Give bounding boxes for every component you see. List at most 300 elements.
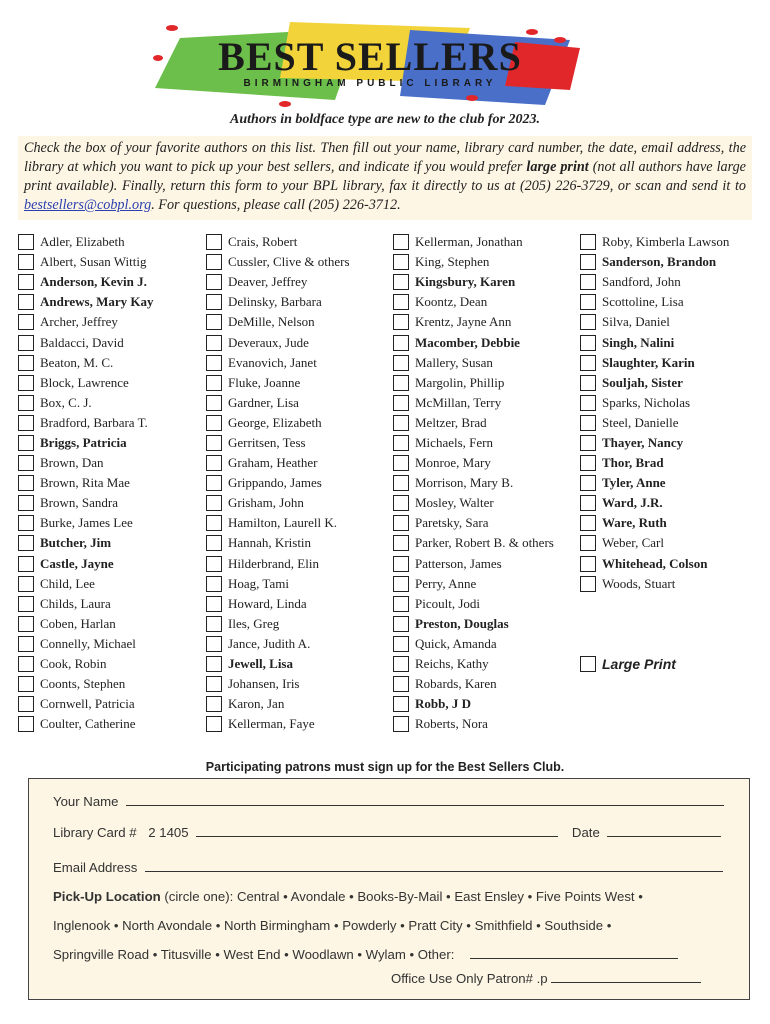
author-name: Patterson, James [415, 555, 502, 571]
author-row[interactable] [393, 353, 554, 373]
author-checkbox[interactable] [580, 395, 596, 411]
author-name: Anderson, Kevin J. [40, 274, 147, 290]
author-row[interactable] [206, 513, 350, 533]
author-row[interactable] [206, 353, 350, 373]
large-print-label: Large Print [602, 656, 676, 672]
author-row[interactable] [18, 453, 154, 473]
author-name: Sparks, Nicholas [602, 394, 691, 410]
author-checkbox[interactable] [18, 234, 34, 250]
author-name: McMillan, Terry [415, 394, 502, 410]
author-row[interactable] [18, 634, 154, 654]
author-name: Paretsky, Sara [415, 515, 489, 531]
author-name: Quick, Amanda [415, 635, 497, 651]
author-name: Crais, Robert [228, 234, 298, 250]
author-row[interactable] [206, 694, 350, 714]
author-row[interactable] [393, 513, 554, 533]
author-row[interactable] [206, 413, 350, 433]
author-row[interactable] [580, 232, 729, 252]
author-row[interactable] [393, 614, 554, 634]
author-checkbox[interactable] [18, 515, 34, 531]
author-row[interactable] [393, 634, 554, 654]
author-row[interactable] [580, 513, 729, 533]
author-row[interactable] [206, 232, 350, 252]
author-name: Sanderson, Brandon [602, 254, 717, 270]
author-checkbox[interactable] [206, 335, 222, 351]
office-use-row: Office Use Only Patron# .p [391, 970, 701, 986]
author-row[interactable] [18, 594, 154, 614]
pickup-locations-2[interactable]: Inglenook • North Avondale • North Birmingham • Powderly • Pratt City • Smithfield • Southside • [53, 918, 612, 933]
email-row: Email Address [53, 859, 723, 875]
author-name: Koontz, Dean [415, 294, 488, 310]
pickup-locations-3[interactable]: Springville Road • Titusville • West End • Woodlawn • Wylam • Other: [53, 947, 455, 962]
new-authors-note: Authors in boldface type are new to the club for 2023. [230, 112, 540, 127]
author-row[interactable] [393, 654, 554, 674]
author-checkbox[interactable] [393, 696, 409, 712]
author-checkbox[interactable] [206, 274, 222, 290]
card-row: Library Card # 2 1405 Date [53, 824, 721, 840]
author-row[interactable] [580, 373, 729, 393]
author-name: Kellerman, Faye [228, 716, 315, 732]
author-row[interactable] [18, 694, 154, 714]
other-location-field[interactable] [470, 946, 678, 959]
author-checkbox[interactable] [206, 314, 222, 330]
author-name: Ware, Ruth [602, 515, 667, 531]
author-name: Coonts, Stephen [40, 676, 126, 692]
author-name: Burke, James Lee [40, 515, 133, 531]
author-row[interactable] [18, 614, 154, 634]
author-checkbox[interactable] [393, 375, 409, 391]
author-checkbox[interactable] [18, 576, 34, 592]
author-row[interactable] [393, 332, 554, 352]
name-row: Your Name [53, 793, 724, 809]
author-checkbox[interactable] [393, 596, 409, 612]
author-row[interactable] [206, 674, 350, 694]
author-row[interactable] [18, 373, 154, 393]
author-checkbox[interactable] [580, 576, 596, 592]
author-row[interactable] [206, 373, 350, 393]
email-link[interactable]: bestsellers@cobpl.org [24, 197, 152, 213]
author-name: Michaels, Fern [415, 434, 493, 450]
author-row[interactable] [393, 272, 554, 292]
author-checkbox[interactable] [18, 656, 34, 672]
author-name: Kellerman, Jonathan [415, 234, 523, 250]
author-checkbox[interactable] [18, 676, 34, 692]
author-name: Jewell, Lisa [228, 656, 293, 672]
author-row[interactable] [18, 473, 154, 493]
author-name: Slaughter, Karin [602, 354, 695, 370]
author-checkbox[interactable] [18, 355, 34, 371]
author-row[interactable] [206, 654, 350, 674]
author-row[interactable] [18, 272, 154, 292]
author-name: Monroe, Mary [415, 455, 491, 471]
author-checkbox[interactable] [580, 234, 596, 250]
author-checkbox[interactable] [18, 375, 34, 391]
author-name: Kingsbury, Karen [415, 274, 516, 290]
author-name: Fluke, Joanne [228, 374, 301, 390]
author-checkbox[interactable] [393, 535, 409, 551]
author-checkbox[interactable] [580, 274, 596, 290]
author-checkbox[interactable] [206, 294, 222, 310]
author-checkbox[interactable] [580, 355, 596, 371]
author-name: Childs, Laura [40, 595, 111, 611]
author-name: Morrison, Mary B. [415, 475, 514, 491]
author-name: Parker, Robert B. & others [415, 535, 554, 551]
author-row[interactable] [580, 493, 729, 513]
author-checkbox[interactable] [206, 576, 222, 592]
author-row[interactable] [580, 353, 729, 373]
author-checkbox[interactable] [393, 355, 409, 371]
author-row[interactable] [393, 674, 554, 694]
best-sellers-logo [150, 20, 590, 110]
author-checkbox[interactable] [393, 415, 409, 431]
author-row[interactable] [206, 533, 350, 553]
author-checkbox[interactable] [206, 616, 222, 632]
author-checkbox[interactable] [18, 455, 34, 471]
author-name: Preston, Douglas [415, 615, 509, 631]
author-name: Cussler, Clive & others [228, 254, 350, 270]
author-row[interactable] [580, 292, 729, 312]
author-column-3 [393, 232, 554, 734]
author-row[interactable] [393, 232, 554, 252]
author-row[interactable] [18, 574, 154, 594]
author-checkbox[interactable] [206, 676, 222, 692]
author-row[interactable] [206, 714, 350, 734]
author-row[interactable] [18, 654, 154, 674]
author-checkbox[interactable] [393, 716, 409, 732]
author-row[interactable] [18, 232, 154, 252]
author-checkbox[interactable] [18, 395, 34, 411]
author-row[interactable] [393, 373, 554, 393]
author-row[interactable] [580, 574, 729, 594]
author-checkbox[interactable] [18, 294, 34, 310]
author-row[interactable] [580, 433, 729, 453]
author-row[interactable] [18, 533, 154, 553]
author-checkbox[interactable] [206, 234, 222, 250]
author-checkbox[interactable] [206, 636, 222, 652]
author-row[interactable] [206, 272, 350, 292]
author-row[interactable] [206, 554, 350, 574]
author-checkbox[interactable] [18, 535, 34, 551]
author-name: Roberts, Nora [415, 716, 488, 732]
author-name: DeMille, Nelson [228, 314, 315, 330]
author-row[interactable] [18, 292, 154, 312]
author-checkbox[interactable] [393, 656, 409, 672]
author-checkbox[interactable] [580, 455, 596, 471]
author-row[interactable] [393, 473, 554, 493]
author-row[interactable] [393, 594, 554, 614]
author-name: Brown, Dan [40, 455, 104, 471]
author-name: Roby, Kimberla Lawson [602, 234, 730, 250]
author-name: Brown, Sandra [40, 495, 118, 511]
author-row[interactable] [18, 554, 154, 574]
author-row[interactable] [580, 533, 729, 553]
author-checkbox[interactable] [206, 475, 222, 491]
author-checkbox[interactable] [580, 335, 596, 351]
author-name: Castle, Jayne [40, 555, 114, 571]
author-name: Singh, Nalini [602, 334, 675, 350]
author-column-1 [18, 232, 154, 734]
author-row[interactable] [580, 413, 729, 433]
author-checkbox[interactable] [580, 314, 596, 330]
author-name: Albert, Susan Wittig [40, 254, 147, 270]
author-row[interactable] [580, 252, 729, 272]
author-row[interactable] [393, 393, 554, 413]
author-name: Picoult, Jodi [415, 595, 481, 611]
author-name: Karon, Jan [228, 696, 285, 712]
author-row[interactable] [206, 574, 350, 594]
signup-heading: Participating patrons must sign up for the Best Sellers Club. [205, 760, 565, 774]
author-name: Ward, J.R. [602, 495, 663, 511]
author-column-4 [580, 232, 729, 594]
author-name: Butcher, Jim [40, 535, 112, 551]
library-card-field[interactable] [196, 824, 558, 837]
author-checkbox[interactable] [580, 294, 596, 310]
author-checkbox[interactable] [18, 415, 34, 431]
author-checkbox[interactable] [18, 716, 34, 732]
author-name: Whitehead, Colson [602, 555, 708, 571]
author-row[interactable] [580, 393, 729, 413]
author-name: Gardner, Lisa [228, 394, 299, 410]
author-checkbox[interactable] [580, 375, 596, 391]
author-name: Macomber, Debbie [415, 334, 520, 350]
author-row[interactable] [393, 694, 554, 714]
author-name: Grippando, James [228, 475, 322, 491]
author-name: Deaver, Jeffrey [228, 274, 308, 290]
author-name: Weber, Carl [602, 535, 664, 551]
author-name: Coulter, Catherine [40, 716, 136, 732]
author-checkbox[interactable] [18, 636, 34, 652]
author-row[interactable] [393, 533, 554, 553]
author-checkbox[interactable] [18, 254, 34, 270]
author-checkbox[interactable] [18, 475, 34, 491]
author-row[interactable] [580, 332, 729, 352]
logo-subtitle: BIRMINGHAM PUBLIC LIBRARY [243, 78, 497, 89]
author-row[interactable] [18, 332, 154, 352]
author-checkbox[interactable] [206, 535, 222, 551]
author-name: Beaton, M. C. [40, 354, 114, 370]
author-checkbox[interactable] [206, 696, 222, 712]
author-checkbox[interactable] [206, 556, 222, 572]
author-row[interactable] [393, 312, 554, 332]
author-checkbox[interactable] [206, 435, 222, 451]
author-name: Briggs, Patricia [40, 434, 127, 450]
author-row[interactable] [580, 312, 729, 332]
signup-form [28, 778, 750, 1000]
author-checkbox[interactable] [18, 435, 34, 451]
author-row[interactable] [393, 493, 554, 513]
author-checkbox[interactable] [206, 415, 222, 431]
author-checkbox[interactable] [580, 556, 596, 572]
pickup-row-1: Pick-Up Location (circle one): Central • Avondale • Books-By-Mail • East Ensley • Five Points West • [53, 889, 643, 904]
author-row[interactable] [18, 252, 154, 272]
author-checkbox[interactable] [18, 696, 34, 712]
author-row[interactable] [206, 594, 350, 614]
author-row[interactable] [580, 453, 729, 473]
author-name: Sandford, John [602, 274, 681, 290]
author-checkbox[interactable] [580, 475, 596, 491]
author-checkbox[interactable] [393, 676, 409, 692]
author-name: Gerritsen, Tess [228, 434, 306, 450]
author-checkbox[interactable] [393, 556, 409, 572]
author-checkbox[interactable] [580, 535, 596, 551]
author-checkbox[interactable] [580, 254, 596, 270]
author-row[interactable] [206, 292, 350, 312]
author-name: Howard, Linda [228, 595, 307, 611]
author-row[interactable] [206, 312, 350, 332]
author-row[interactable] [18, 413, 154, 433]
author-name: Meltzer, Brad [415, 414, 487, 430]
author-name: Graham, Heather [228, 455, 318, 471]
pickup-locations-1[interactable]: Central • Avondale • Books-By-Mail • East Ensley • Five Points West • [236, 889, 643, 904]
author-checkbox[interactable] [393, 616, 409, 632]
author-checkbox[interactable] [393, 475, 409, 491]
large-print-checkbox[interactable] [580, 656, 596, 672]
author-name: Mallery, Susan [415, 354, 493, 370]
author-checkbox[interactable] [206, 716, 222, 732]
author-row[interactable] [206, 493, 350, 513]
author-name: King, Stephen [415, 254, 490, 270]
author-checkbox[interactable] [393, 254, 409, 270]
author-name: Coben, Harlan [40, 615, 116, 631]
author-name: Scottoline, Lisa [602, 294, 684, 310]
author-checkbox[interactable] [18, 335, 34, 351]
author-name: Adler, Elizabeth [40, 234, 125, 250]
author-name: Cook, Robin [40, 656, 107, 672]
instructions: Check the box of your favorite authors on this list. Then fill out your name, library card number, the date, email address, the library at which you want to pick up your best sellers, and indicate if you would prefer large print (not all authors have large print available). Finally, return this form to your BPL library, fax it directly to us at (205) 226-3729, or scan and send it to bestsellers@cobpl.org. For questions, please call (205) 226-3712. [18, 136, 752, 220]
author-name: Hannah, Kristin [228, 535, 312, 551]
author-row[interactable] [18, 493, 154, 513]
author-name: Archer, Jeffrey [40, 314, 118, 330]
author-name: George, Elizabeth [228, 414, 322, 430]
author-row[interactable] [393, 714, 554, 734]
author-checkbox[interactable] [206, 355, 222, 371]
author-name: Reichs, Kathy [415, 656, 489, 672]
author-row[interactable] [206, 634, 350, 654]
author-row[interactable] [580, 554, 729, 574]
author-row[interactable] [580, 272, 729, 292]
author-row[interactable] [18, 312, 154, 332]
author-row[interactable] [393, 292, 554, 312]
author-row[interactable] [393, 252, 554, 272]
author-row[interactable] [206, 453, 350, 473]
author-row[interactable] [393, 574, 554, 594]
author-checkbox[interactable] [393, 515, 409, 531]
author-row[interactable] [206, 252, 350, 272]
author-row[interactable] [393, 554, 554, 574]
author-row[interactable] [18, 674, 154, 694]
author-checkbox[interactable] [393, 274, 409, 290]
author-name: Thayer, Nancy [602, 434, 684, 450]
author-name: Woods, Stuart [602, 575, 676, 591]
author-row[interactable] [18, 513, 154, 533]
date-field[interactable] [607, 824, 721, 837]
author-name: Tyler, Anne [602, 475, 666, 491]
author-name: Robards, Karen [415, 676, 497, 692]
author-checkbox[interactable] [18, 556, 34, 572]
author-checkbox[interactable] [580, 515, 596, 531]
author-checkbox[interactable] [18, 616, 34, 632]
author-checkbox[interactable] [580, 495, 596, 511]
author-name: Steel, Danielle [602, 414, 679, 430]
author-name: Thor, Brad [602, 455, 664, 471]
author-checkbox[interactable] [206, 515, 222, 531]
author-checkbox[interactable] [393, 314, 409, 330]
author-row[interactable] [206, 433, 350, 453]
author-checkbox[interactable] [393, 395, 409, 411]
author-name: Iles, Greg [228, 615, 280, 631]
author-name: Evanovich, Janet [228, 354, 317, 370]
author-checkbox[interactable] [393, 576, 409, 592]
author-row[interactable] [206, 614, 350, 634]
author-row[interactable] [18, 393, 154, 413]
author-checkbox[interactable] [18, 596, 34, 612]
author-row[interactable] [206, 332, 350, 352]
author-checkbox[interactable] [206, 656, 222, 672]
author-row[interactable] [393, 413, 554, 433]
author-checkbox[interactable] [393, 335, 409, 351]
author-checkbox[interactable] [206, 395, 222, 411]
pickup-row-3 [53, 946, 678, 962]
author-checkbox[interactable] [206, 596, 222, 612]
author-row[interactable] [393, 433, 554, 453]
author-name: Andrews, Mary Kay [40, 294, 154, 310]
author-row[interactable] [580, 473, 729, 493]
author-name: Bradford, Barbara T. [40, 414, 148, 430]
author-checkbox[interactable] [393, 636, 409, 652]
name-field[interactable] [126, 793, 724, 806]
author-row[interactable] [18, 433, 154, 453]
author-row[interactable] [393, 453, 554, 473]
author-row[interactable] [206, 393, 350, 413]
author-checkbox[interactable] [393, 294, 409, 310]
author-column-2 [206, 232, 350, 734]
author-name: Child, Lee [40, 575, 95, 591]
email-field[interactable] [145, 859, 723, 872]
author-name: Jance, Judith A. [228, 635, 311, 651]
author-name: Hoag, Tami [228, 575, 289, 591]
author-checkbox[interactable] [580, 435, 596, 451]
author-name: Block, Lawrence [40, 374, 129, 390]
author-checkbox[interactable] [18, 274, 34, 290]
author-name: Johansen, Iris [228, 676, 300, 692]
author-checkbox[interactable] [206, 495, 222, 511]
author-name: Cornwell, Patricia [40, 696, 135, 712]
patron-number-field[interactable] [551, 970, 701, 983]
author-checkbox[interactable] [393, 495, 409, 511]
author-name: Mosley, Walter [415, 495, 494, 511]
author-row[interactable] [206, 473, 350, 493]
author-name: Hilderbrand, Elin [228, 555, 319, 571]
author-checkbox[interactable] [393, 435, 409, 451]
author-checkbox[interactable] [206, 254, 222, 270]
large-print-option[interactable] [580, 656, 676, 672]
author-row[interactable] [18, 714, 154, 734]
author-checkbox[interactable] [393, 234, 409, 250]
author-row[interactable] [18, 353, 154, 373]
author-name: Silva, Daniel [602, 314, 670, 330]
author-checkbox[interactable] [18, 314, 34, 330]
author-name: Perry, Anne [415, 575, 477, 591]
author-name: Connelly, Michael [40, 635, 136, 651]
author-name: Hamilton, Laurell K. [228, 515, 338, 531]
author-name: Grisham, John [228, 495, 304, 511]
author-checkbox[interactable] [18, 495, 34, 511]
author-checkbox[interactable] [580, 415, 596, 431]
author-checkbox[interactable] [206, 455, 222, 471]
author-checkbox[interactable] [206, 375, 222, 391]
author-checkbox[interactable] [393, 455, 409, 471]
author-name: Deveraux, Jude [228, 334, 309, 350]
